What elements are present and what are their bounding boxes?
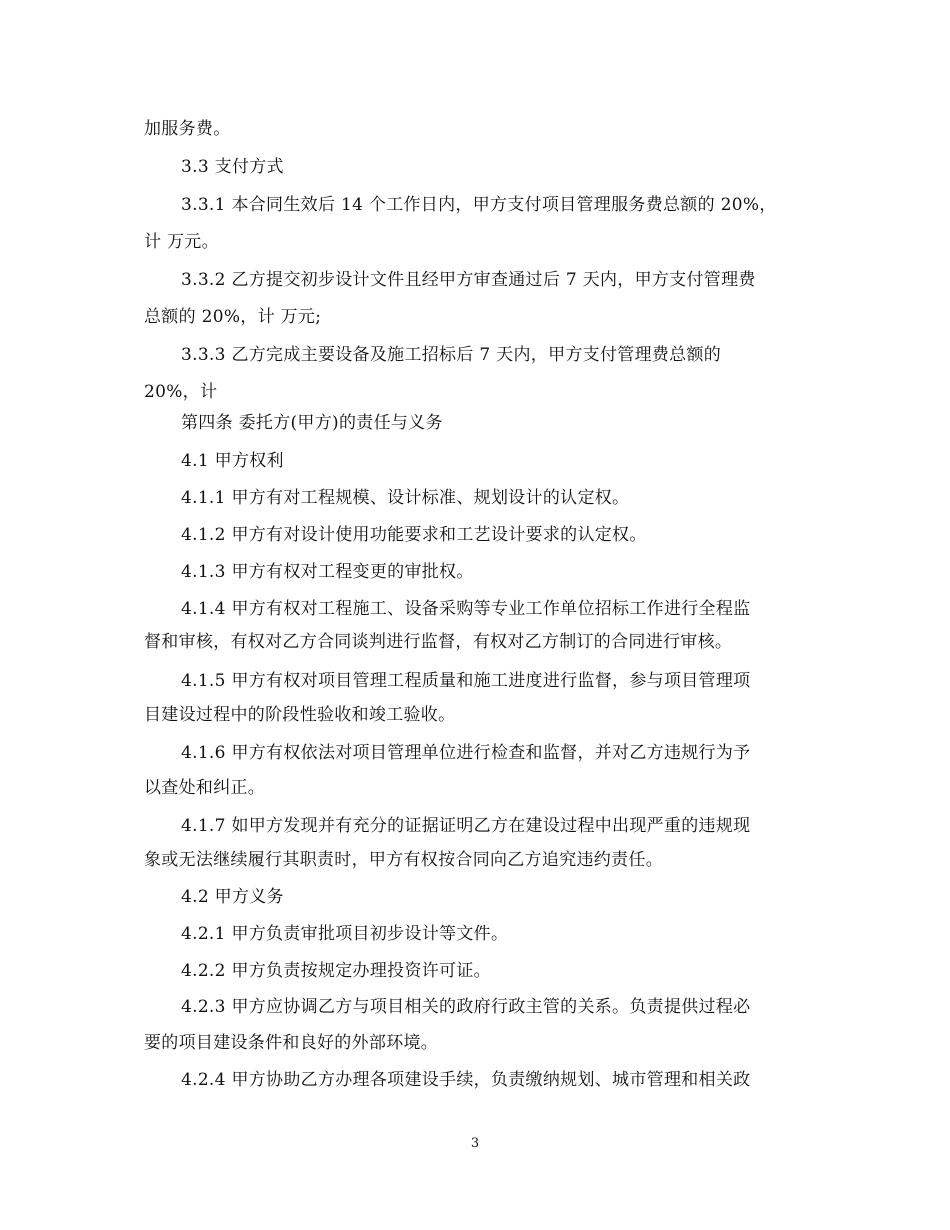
section-heading: 4.2 甲方义务 xyxy=(181,887,284,907)
body-line: 要的项目建设条件和良好的外部环境。 xyxy=(144,1033,439,1053)
body-line: 督和审核，有权对乙方合同谈判进行监督，有权对乙方制订的合同进行审核。 xyxy=(144,632,733,652)
body-line: 3.3.1 本合同生效后 14 个工作日内，甲方支付项目管理服务费总额的 20%， xyxy=(181,195,777,215)
body-line: 象或无法继续履行其职责时，甲方有权按合同向乙方追究违约责任。 xyxy=(144,850,663,870)
body-line: 20%，计 xyxy=(144,382,218,402)
body-line: 目建设过程中的阶段性验收和竣工验收。 xyxy=(144,705,456,725)
body-line: 总额的 20%，计 万元; xyxy=(144,307,322,327)
body-line: 4.2.4 甲方协助乙方办理各项建设手续，负责缴纳规划、城市管理和相关政 xyxy=(181,1070,751,1090)
body-line: 3.3.3 乙方完成主要设备及施工招标后 7 天内，甲方支付管理费总额的 xyxy=(181,345,722,365)
body-line: 4.1.6 甲方有权依法对项目管理单位进行检查和监督，并对乙方违规行为予 xyxy=(181,743,751,763)
body-line: 4.1.3 甲方有权对工程变更的审批权。 xyxy=(181,562,474,582)
article-heading: 第四条 委托方(甲方)的责任与义务 xyxy=(181,413,443,433)
body-line: 3.3.2 乙方提交初步设计文件且经甲方审查通过后 7 天内，甲方支付管理费 xyxy=(181,270,756,290)
body-line: 4.1.7 如甲方发现并有充分的证据证明乙方在建设过程中出现严重的违规现 xyxy=(181,816,751,836)
section-heading: 4.1 甲方权利 xyxy=(181,451,284,471)
body-line: 4.1.2 甲方有对设计使用功能要求和工艺设计要求的认定权。 xyxy=(181,525,647,545)
section-heading: 3.3 支付方式 xyxy=(181,157,284,177)
body-line: 4.1.4 甲方有权对工程施工、设备采购等专业工作单位招标工作进行全程监 xyxy=(181,599,751,619)
body-line: 4.1.1 甲方有对工程规模、设计标准、规划设计的认定权。 xyxy=(181,488,630,508)
page-number: 3 xyxy=(470,1136,480,1151)
body-line: 计 万元。 xyxy=(144,232,219,252)
body-line: 加服务费。 xyxy=(144,119,231,139)
body-line: 4.1.5 甲方有权对项目管理工程质量和施工进度进行监督，参与项目管理项 xyxy=(181,671,751,691)
body-line: 以查处和纠正。 xyxy=(144,778,266,798)
body-line: 4.2.2 甲方负责按规定办理投资许可证。 xyxy=(181,961,491,981)
body-line: 4.2.3 甲方应协调乙方与项目相关的政府行政主管的关系。负责提供过程必 xyxy=(181,997,751,1017)
body-line: 4.2.1 甲方负责审批项目初步设计等文件。 xyxy=(181,924,509,944)
